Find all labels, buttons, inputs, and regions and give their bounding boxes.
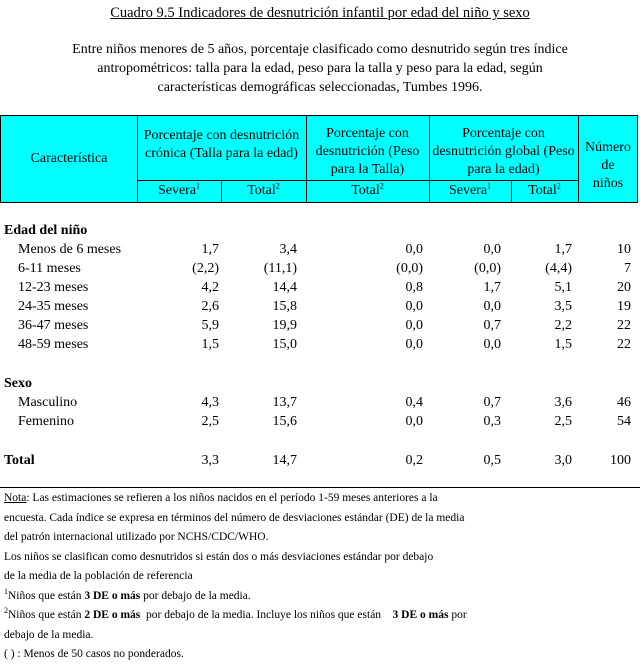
row-label: 6-11 meses [18, 261, 81, 276]
cell-c1: 4,2 [201, 280, 219, 295]
subtitle-line: antropométricos: talla para la edad, peso para la talla y peso para la edad, según [97, 61, 543, 76]
subcol-severa-3: Severa$^1$ [448, 181, 492, 198]
row-label: Masculino [18, 395, 78, 410]
total-row [0, 451, 640, 471]
cell-c5: 5,1 [554, 280, 572, 295]
note-line: ( ) : Menos de 50 casos no ponderados. [4, 648, 184, 660]
col-group-chronic [137, 127, 306, 163]
cell-n: 20 [617, 280, 631, 295]
header-text: Porcentaje con [326, 126, 409, 141]
note-line: del patrón internacional utilizado por NCHS/CDC/WHO. [4, 531, 269, 543]
col-characteristic: Característica [30, 151, 108, 166]
footnote-1: $^1$Niños que están 3 DE o más por debajo de la media. [4, 586, 251, 602]
table-row [0, 240, 640, 260]
cell-c5: 1,5 [554, 337, 572, 352]
cell-c2: 14,7 [272, 453, 297, 468]
cell-n: 100 [610, 453, 631, 468]
cell-c3: (0,0) [396, 261, 423, 276]
cell-c3: 0,0 [405, 299, 423, 314]
section-sexo: Sexo [4, 376, 32, 391]
cell-c5: 3,5 [554, 299, 572, 314]
cell-c2: 15,6 [272, 414, 297, 429]
cell-c4: 0,0 [483, 337, 501, 352]
cell-c2: 3,4 [279, 242, 297, 257]
cell-c3: 0,0 [405, 242, 423, 257]
table-row [0, 297, 640, 317]
cell-c1: (2,2) [192, 261, 219, 276]
cell-c2: 13,7 [272, 395, 297, 410]
cell-c2: 15,0 [272, 337, 297, 352]
cell-c2: 19,9 [272, 318, 297, 333]
col-count [578, 139, 638, 193]
col-group-weight-height [306, 125, 429, 179]
row-label: 36-47 meses [18, 318, 89, 333]
row-label: Total [4, 453, 35, 468]
cell-c4: 0,3 [483, 414, 501, 429]
table-header [0, 115, 638, 203]
cell-c5: (4,4) [545, 261, 572, 276]
subcol-total-2: Total$^2$ [351, 181, 384, 198]
row-label: Menos de 6 meses [18, 242, 122, 257]
header-text: Número [585, 140, 631, 155]
table-row [0, 316, 640, 336]
cell-c3: 0,2 [405, 453, 423, 468]
header-text: para la Talla) [330, 162, 405, 177]
cell-c3: 0,8 [405, 280, 423, 295]
row-label: 12-23 meses [18, 280, 89, 295]
cell-c3: 0,4 [405, 395, 423, 410]
cell-c4: 0,7 [483, 395, 501, 410]
header-text: Porcentaje con desnutrición [143, 128, 300, 143]
cell-c1: 3,3 [201, 453, 219, 468]
cell-c1: 1,7 [201, 242, 219, 257]
cell-c1: 2,5 [201, 414, 219, 429]
cell-n: 46 [617, 395, 631, 410]
note-line: Los niños se clasifican como desnutridos si están dos o más desviaciones estándar por debajo [4, 550, 434, 563]
section-heading [0, 374, 640, 394]
footer-divider [0, 487, 640, 488]
cell-c1: 5,9 [201, 318, 219, 333]
table-notes [4, 489, 636, 665]
cell-c2: 15,8 [272, 299, 297, 314]
cell-c3: 0,0 [405, 318, 423, 333]
cell-c4: (0,0) [474, 261, 501, 276]
subcol-total-1: Total$^2$ [247, 181, 280, 198]
cell-c5: 3,6 [554, 395, 572, 410]
header-text: de [601, 158, 615, 173]
row-label: Femenino [18, 414, 74, 429]
table-title: Cuadro 9.5 Indicadores de desnutrición infantil por edad del niño y sexo [110, 5, 530, 21]
cell-c3: 0,0 [405, 414, 423, 429]
section-heading [0, 221, 640, 241]
cell-c4: 0,0 [483, 242, 501, 257]
cell-c5: 2,5 [554, 414, 572, 429]
cell-n: 22 [617, 318, 631, 333]
header-text: desnutrición (Peso [315, 144, 420, 159]
cell-c1: 4,3 [201, 395, 219, 410]
table-subtitle [40, 40, 600, 97]
cell-n: 10 [617, 242, 631, 257]
header-text: crónica (Talla para la edad) [145, 146, 298, 161]
subtitle-line: características demográficas seleccionadas, Tumbes 1996. [157, 80, 483, 95]
cell-c4: 0,5 [483, 453, 501, 468]
cell-c4: 1,7 [483, 280, 501, 295]
note-line: encuesta. Cada índice se expresa en términos del número de desviaciones estándar (DE) de la media [4, 511, 465, 524]
table-row [0, 412, 640, 432]
subtitle-line: Entre niños menores de 5 años, porcentaje clasificado como desnutrido según tres índice [72, 42, 568, 57]
row-label: 24-35 meses [18, 299, 89, 314]
table-row [0, 259, 640, 279]
cell-n: 22 [617, 337, 631, 352]
cell-c5: 3,0 [554, 453, 572, 468]
table-row [0, 393, 640, 413]
note-line: de la media de la población de referencia [4, 570, 193, 582]
col-group-global [429, 125, 578, 179]
note-line: Nota: Las estimaciones se refieren a los niños nacidos en el período 1-59 meses anteriores a la [4, 492, 438, 504]
table-row [0, 335, 640, 355]
header-text: Porcentaje con [462, 126, 545, 141]
header-text: desnutrición global (Peso [432, 144, 575, 159]
section-edad: Edad del niño [4, 223, 88, 238]
cell-c4: 0,7 [483, 318, 501, 333]
header-text: para la edad) [467, 162, 540, 177]
cell-c5: 2,2 [554, 318, 572, 333]
cell-n: 19 [617, 299, 631, 314]
cell-c3: 0,0 [405, 337, 423, 352]
cell-c1: 1,5 [201, 337, 219, 352]
cell-c2: (11,1) [263, 261, 297, 276]
cell-c2: 14,4 [272, 280, 297, 295]
cell-c5: 1,7 [554, 242, 572, 257]
subcol-severa-1: Severa$^1$ [157, 181, 201, 198]
header-text: niños [592, 176, 624, 191]
subcol-total-3: Total$^2$ [528, 181, 561, 198]
cell-c4: 0,0 [483, 299, 501, 314]
cell-c1: 2,6 [201, 299, 219, 314]
row-label: 48-59 meses [18, 337, 89, 352]
cell-n: 7 [624, 261, 631, 276]
table-row [0, 278, 640, 298]
note-line: debajo de la media. [4, 628, 94, 641]
cell-n: 54 [617, 414, 631, 429]
footnote-2: $^2$Niños que están 2 DE o más por debajo de la media. Incluye los niños que están 3 DE o más por [4, 606, 467, 621]
